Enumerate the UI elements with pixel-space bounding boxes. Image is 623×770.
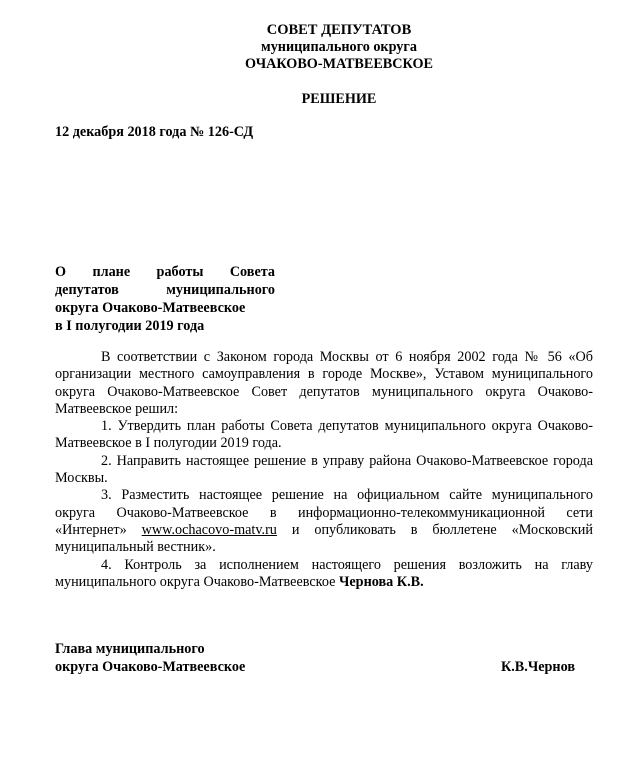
signer-position: Глава муниципального bbox=[55, 641, 205, 657]
item-text: 3. Разместить настоящее решение на официальном сайте муниципального округа Очаково-Матвеевское в информационно-телекоммуникационной сети «Интернет» bbox=[55, 487, 593, 538]
document-type: РЕШЕНИЕ bbox=[301, 91, 377, 107]
title-line: в I полугодии 2019 года bbox=[55, 318, 205, 334]
decision-title bbox=[55, 263, 275, 335]
signer-name: К.В.Чернов bbox=[500, 659, 575, 675]
item-text: 4. Контроль за исполнением настоящего решения возложить на главу муниципального округа Очаково-Матвеевское bbox=[55, 556, 593, 590]
council-name: СОВЕТ ДЕПУТАТОВ bbox=[266, 22, 412, 38]
signer-position: округа Очаково-Матвеевское bbox=[55, 659, 246, 675]
list-item bbox=[55, 487, 593, 556]
list-item: 2. Направить настоящее решение в управу района Очаково-Матвеевское города Москвы. bbox=[55, 452, 593, 487]
council-subtitle: муниципального округа bbox=[261, 39, 417, 55]
title-line: О плане работы Совета bbox=[55, 264, 275, 280]
list-item bbox=[55, 557, 593, 592]
decision-date: 12 декабря 2018 года № 126-СД bbox=[55, 124, 254, 140]
responsible-person: Чернова К.В. bbox=[338, 573, 424, 590]
list-item: 1. Утвердить план работы Совета депутатов муниципального округа Очаково- Матвеевское в I полугодии 2019 года. bbox=[55, 418, 593, 452]
district-name: ОЧАКОВО-МАТВЕЕВСКОЕ bbox=[245, 56, 433, 72]
decision-body bbox=[55, 349, 593, 591]
title-line: округа Очаково-Матвеевское bbox=[55, 300, 246, 316]
item-text: и опубликовать в бюллетене «Московский муниципальный вестник». bbox=[55, 521, 593, 556]
signature-block bbox=[55, 640, 575, 676]
intro-paragraph: В соответствии с Законом города Москвы от 6 ноября 2002 года № 56 «Об организации местного самоуправления в городе Москве», Уставом муниципального округа Очаково-Матвеевское Совет депутатов муниципального округа Очаково-Матвеевское решил: bbox=[55, 349, 593, 417]
title-line: депутатов муниципального bbox=[55, 282, 275, 298]
website-link[interactable]: www.ochacovo-matv.ru bbox=[141, 521, 277, 538]
